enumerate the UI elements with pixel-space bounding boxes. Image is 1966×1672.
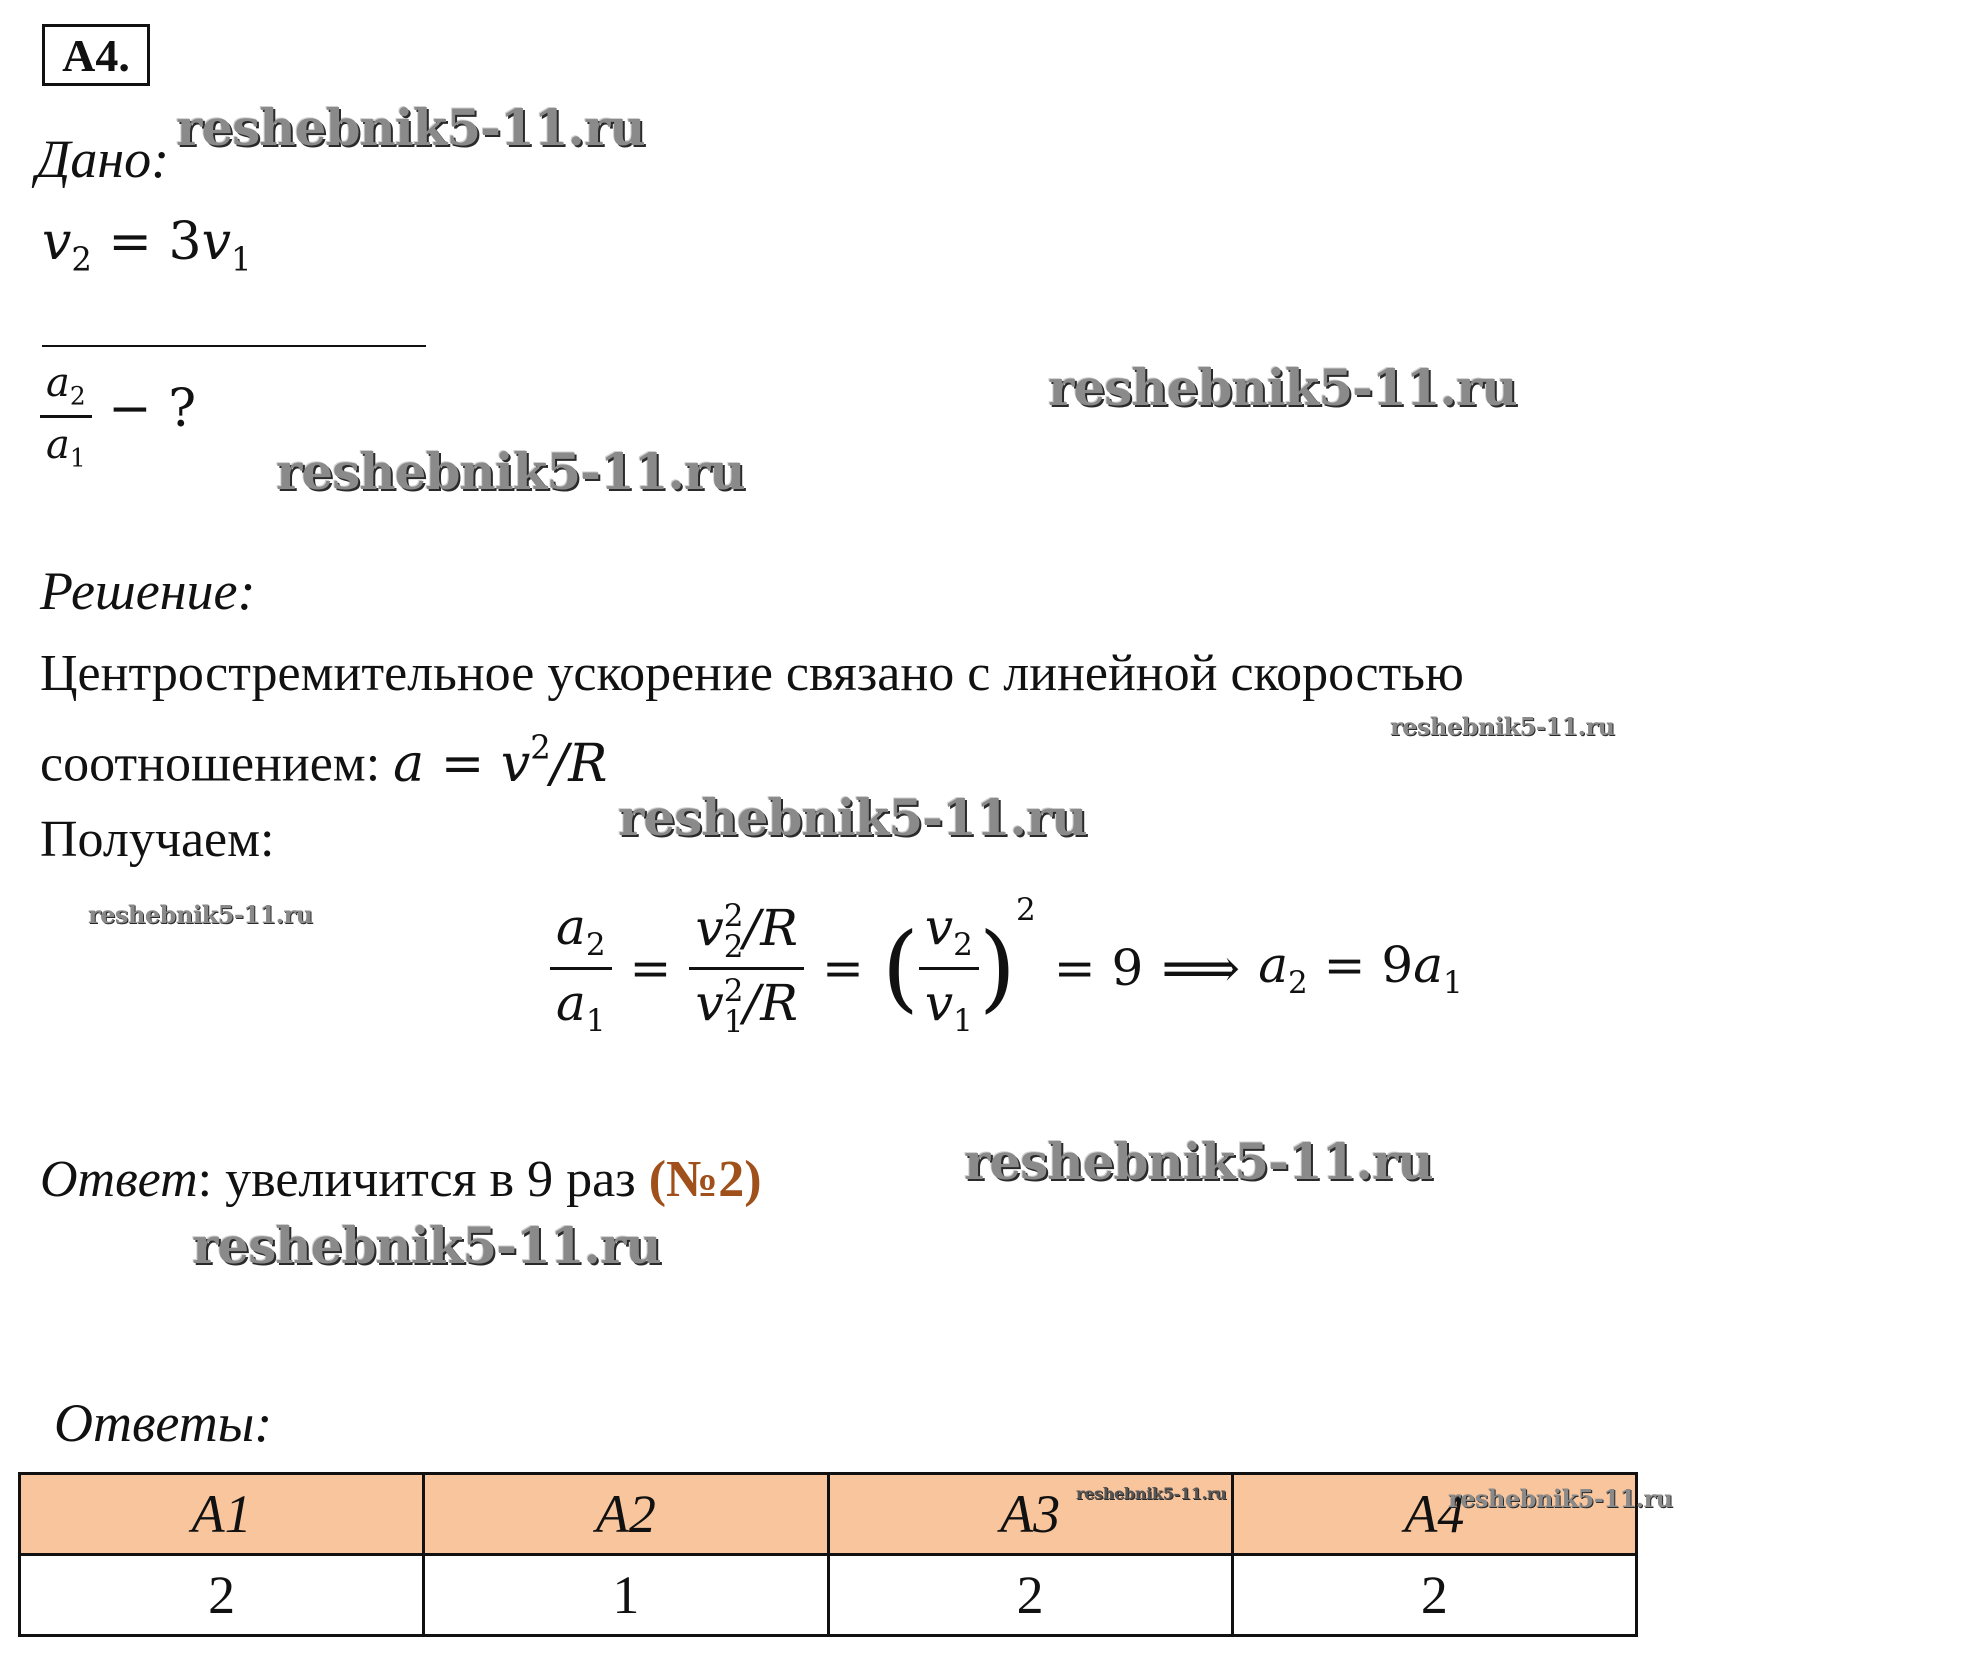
question-mark: − ? xyxy=(91,379,197,440)
solution-line-2-text: соотношением: xyxy=(40,735,394,793)
condition-var-v1: $v_1$ xyxy=(201,212,252,279)
answers-table xyxy=(18,1472,1638,1637)
answers-value-a4: 2 xyxy=(1232,1555,1636,1636)
eq-sign-1: = xyxy=(629,939,672,998)
answers-value-a1: 2 xyxy=(20,1555,424,1636)
main-equation xyxy=(550,892,1463,1040)
answers-header-a4: A4 xyxy=(1232,1474,1636,1555)
implies-arrow: ⟹ xyxy=(1161,936,1241,1001)
answers-value-a3: 2 xyxy=(828,1555,1232,1636)
watermark: reshebnik5-11.ru xyxy=(1048,358,1517,417)
problem-label: A4. xyxy=(42,24,150,86)
coefficient: 3 xyxy=(168,212,202,272)
answers-header-row xyxy=(20,1474,1637,1555)
paren-open: ( xyxy=(881,912,919,1023)
answer-line xyxy=(40,1150,762,1209)
given-question xyxy=(40,360,196,472)
equals-sign: = xyxy=(91,212,169,272)
answer-heading: Ответ xyxy=(40,1151,198,1208)
paren-exponent: 2 xyxy=(1015,892,1036,928)
watermark: reshebnik5-11.ru xyxy=(88,900,313,929)
condition-var-v2: $v_2$ xyxy=(42,212,92,279)
watermark: reshebnik5-11.ru xyxy=(176,98,645,157)
paren-close: ) xyxy=(978,912,1016,1023)
answer-colon: : xyxy=(197,1151,213,1208)
eq-fraction-a: $\frac{a_2}{a_1}$ xyxy=(550,898,612,1039)
eq-sign-2: = xyxy=(821,939,864,998)
answers-heading: Ответы: xyxy=(54,1393,273,1453)
given-condition xyxy=(42,212,252,278)
answers-value-row xyxy=(20,1555,1637,1636)
watermark: reshebnik5-11.ru xyxy=(192,1216,661,1275)
watermark: reshebnik5-11.ru xyxy=(276,442,745,501)
watermark: reshebnik5-11.ru xyxy=(1076,1484,1227,1503)
eq-parenthesized: ( $\frac{v_2}{v_1}$ ) 2 xyxy=(881,892,1036,1039)
watermark: reshebnik5-11.ru xyxy=(1448,1484,1673,1513)
watermark: reshebnik5-11.ru xyxy=(618,788,1087,847)
watermark: reshebnik5-11.ru xyxy=(1390,712,1615,741)
given-divider xyxy=(42,345,426,347)
answers-header-a2: A2 xyxy=(424,1474,828,1555)
watermark: reshebnik5-11.ru xyxy=(964,1132,1433,1191)
eq-fraction-v2r: v 2 2 /R v 2 1 /R xyxy=(689,899,803,1038)
question-fraction: $\frac{a_2}{a_1}$ xyxy=(40,360,92,472)
solution-line-3: Получаем: xyxy=(40,811,275,868)
answer-text: увеличится в 9 раз xyxy=(212,1151,649,1208)
solution-line-2 xyxy=(40,728,607,794)
solution-line-1: Центростремительное ускорение связано с линейной скоростью xyxy=(40,645,1464,702)
answers-value-a2: 1 xyxy=(424,1555,828,1636)
answer-number: (№2) xyxy=(648,1151,762,1208)
answers-header-a1: A1 xyxy=(20,1474,424,1555)
eq-final: $a_2 = 9a_1$ xyxy=(1258,935,1463,1001)
solution-heading: Решение: xyxy=(40,561,256,621)
eq-result: = 9 xyxy=(1053,939,1144,998)
formula-centripetal: $a = v^2/R$ xyxy=(393,728,608,794)
given-heading: Дано: xyxy=(36,129,170,189)
answers-header-a3: A3 xyxy=(828,1474,1232,1555)
